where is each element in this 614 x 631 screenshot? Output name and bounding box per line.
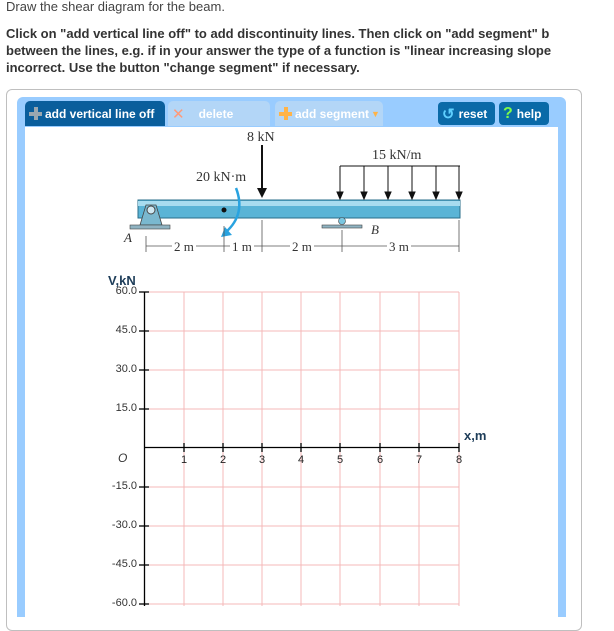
instruction-line: Click on "add vertical line off" to add discontinuity lines. Then click on "add segment" b (6, 26, 550, 41)
reset-button[interactable] (438, 102, 495, 125)
dimension-label: 2 m (174, 239, 194, 254)
distributed-load-label: 15 kN/m (372, 148, 422, 163)
y-tick-label: 60.0 (115, 285, 137, 297)
help-button[interactable] (499, 102, 549, 125)
support-a-label: A (124, 230, 132, 245)
close-icon: ✕ (172, 105, 185, 123)
y-tick-label: -60.0 (111, 597, 137, 609)
help-icon: ? (503, 104, 513, 122)
add-segment-label: add segment (295, 106, 370, 121)
add-vertical-line-label: add vertical line off (45, 106, 155, 121)
plus-icon (279, 107, 292, 120)
x-tick-label: 6 (377, 454, 384, 466)
x-tick-label: 5 (337, 454, 344, 466)
x-tick-label: 8 (456, 454, 463, 466)
y-tick-label: -30.0 (111, 519, 137, 531)
y-tick-label: 15.0 (115, 402, 137, 414)
dimension-label: 1 m (232, 239, 252, 254)
reset-icon: ↺ (442, 105, 455, 123)
plus-icon (29, 107, 42, 120)
y-tick-label: 30.0 (115, 363, 137, 375)
y-tick-label: 45.0 (115, 324, 137, 336)
x-axis-title: x,m (464, 428, 487, 443)
chevron-down-icon: ▼ (371, 108, 380, 119)
add-segment-button[interactable] (275, 101, 383, 126)
x-tick-label: 3 (259, 454, 266, 466)
problem-statement: Draw the shear diagram for the beam. (6, 0, 225, 14)
add-vertical-line-button[interactable] (25, 101, 165, 126)
dimension-label: 2 m (292, 239, 312, 254)
y-axis-title: V,kN (108, 273, 136, 288)
reset-label: reset (458, 106, 488, 121)
instruction-line: incorrect. Use the button "change segment" if necessary. (6, 60, 360, 75)
instruction-line: between the lines, e.g. if in your answer the type of a function is "linear increasing slope (6, 43, 552, 58)
delete-button[interactable] (168, 101, 270, 126)
origin-label: O (118, 451, 128, 465)
y-tick-label: -45.0 (111, 558, 137, 570)
delete-label: delete (198, 106, 234, 121)
x-tick-label: 4 (298, 454, 305, 466)
x-tick-label: 7 (416, 454, 423, 466)
support-b-label: B (371, 222, 379, 237)
moment-label: 20 kN·m (196, 170, 247, 185)
point-load-label: 8 kN (247, 130, 275, 145)
y-tick-label: -15.0 (111, 480, 137, 492)
help-label: help (516, 106, 542, 121)
x-tick-label: 1 (181, 454, 188, 466)
x-tick-label: 2 (220, 454, 227, 466)
dimension-label: 3 m (389, 239, 409, 254)
